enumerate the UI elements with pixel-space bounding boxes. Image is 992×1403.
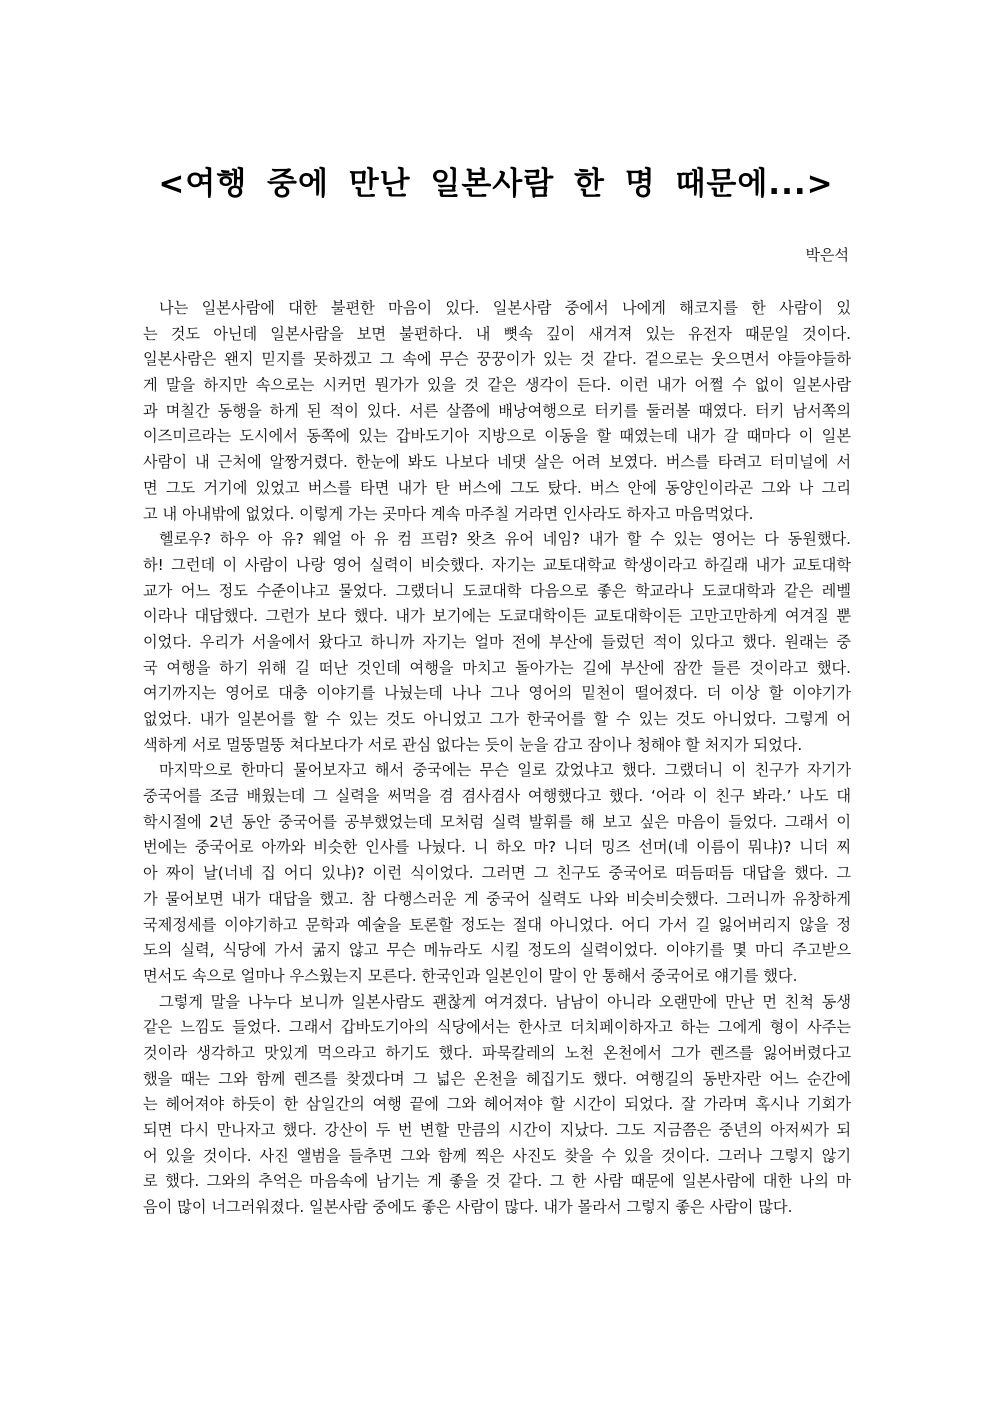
text-line: 되면 다시 만나자고 했다. 강산이 두 번 변할 만큼의 시간이 지났다. 그도 지금쯤은 중년의 아저씨가 되 [143,1121,851,1139]
paragraph-4 [143,990,851,1221]
text-line: 국 여행을 하기 위해 길 떠난 것인데 여행을 마치고 돌아가는 길에 부산에 잠깐 들른 것이라고 했다. [143,658,851,677]
text-line: 색하게 서로 멀뚱멀뚱 쳐다보다가 서로 관심 없다는 듯이 눈을 감고 잠이나 청해야 할 처지가 되었다. [143,735,803,754]
text-line: 학시절에 2년 동안 중국어를 공부했었는데 모처럼 실력 발휘를 해 보고 싶은 마음이 들었다. 그래서 이 [143,812,851,831]
text-line: 여기까지는 영어로 대충 이야기를 나눴는데 나나 그나 영어의 밑천이 떨어졌다. 더 이상 할 이야기가 [143,684,851,703]
text-line: 사람이 내 근처에 알짱거렸다. 한눈에 봐도 나보다 네댓 살은 어려 보였다. 버스를 타려고 터미널에 서 [143,453,851,472]
text-line: 일본사람은 왠지 믿지를 못하겠고 그 속에 무슨 꿍꿍이가 있는 것 같다. 겉으로는 웃으면서 야들야들하 [143,350,851,369]
text-line: 가 물어보면 내가 대답을 했고. 참 다행스러운 게 중국어 실력도 나와 비슷비슷했다. 그러니까 유창하게 [143,889,851,908]
text-line: 는 것도 아닌데 일본사람을 보면 불편하다. 내 뼛속 깊이 새겨져 있는 유전자 때문일 것이다. [143,324,851,343]
paragraph-3 [143,758,851,989]
author-name: 박은석 [805,246,849,264]
text-line: 중국어를 조금 배웠는데 그 실력을 써먹을 겸 겸사겸사 여행했다고 했다. ‘어라 이 친구 봐라.’ 나도 대 [143,787,851,806]
text-line: 것이라 생각하고 맛있게 먹으라고 하기도 했다. 파묵칼레의 노천 온천에서 그가 렌즈를 잃어버렸다고 [143,1043,851,1062]
text-line: 로 했다. 그와의 추억은 마음속에 남기는 게 좋을 것 같다. 그 한 사람 때문에 일본사람에 대한 나의 마 [143,1172,851,1191]
text-line: 과 며칠간 동행을 하게 된 적이 있다. 서른 살쯤에 배낭여행으로 터키를 둘러볼 때였다. 터키 남서쪽의 [143,401,851,420]
text-line: 했을 때는 그와 함께 렌즈를 찾겠다며 그 넓은 온천을 헤집기도 했다. 여행길의 동반자란 어느 순간에 [143,1069,851,1088]
paragraph-1 [143,296,851,527]
text-line: 하! 그런데 이 사람이 나랑 영어 실력이 비슷했다. 자기는 교토대학교 학생이라고 하길래 내가 교토대학 [143,555,851,574]
text-line: 교가 어느 정도 수준이냐고 물었다. 그랬더니 도쿄대학 다음으로 좋은 학교라나 도쿄대학과 같은 레벨 [143,581,851,600]
text-line: 면 그도 거기에 있었고 버스를 타면 내가 탄 버스에 그도 탔다. 버스 안에 동양인이라곤 그와 나 그리 [143,478,851,497]
text-line: 이었다. 우리가 서울에서 왔다고 하니까 자기는 얼마 전에 부산에 들렀던 적이 있다고 했다. 원래는 중 [143,632,851,651]
text-line: 면서도 속으로 얼마나 우스웠는지 모른다. 한국인과 일본인이 말이 안 통해서 중국어로 얘기를 했다. [143,966,798,985]
text-line: 마지막으로 한마디 물어보자고 해서 중국에는 무슨 일로 갔었냐고 했다. 그랬더니 이 친구가 자기가 [159,761,851,780]
text-line: 음이 많이 너그러워졌다. 일본사람 중에도 좋은 사람이 많다. 내가 몰라서 그렇지 좋은 사람이 많다. [143,1198,793,1217]
document-title: <여행 중에 만난 일본사람 한 명 때문에...> [158,166,834,202]
text-line: 아 짜이 날(너네 집 어디 있냐)? 이런 식이었다. 그러면 그 친구도 중국어로 떠듬떠듬 대답을 했다. 그 [143,864,851,883]
text-line: 고 내 아내밖에 없었다. 이렇게 가는 곳마다 계속 마주칠 거라면 인사라도 하자고 마음먹었다. [143,504,754,523]
text-line: 어 있을 것이다. 사진 앨범을 들추면 그와 함께 찍은 사진도 찾을 수 있을 것이다. 그러나 그렇지 않기 [143,1146,851,1165]
text-line: 나는 일본사람에 대한 불편한 마음이 있다. 일본사람 중에서 나에게 해코지를 한 사람이 있 [159,299,851,317]
text-line: 같은 느낌도 들었다. 그래서 갑바도기아의 식당에서는 한사코 더치페이하자고 하는 그에게 형이 사주는 [143,1018,851,1037]
text-line: 없었다. 내가 일본어를 할 수 있는 것도 아니었고 그가 한국어를 할 수 있는 것도 아니었다. 그렇게 어 [143,710,851,728]
text-line: 이즈미르라는 도시에서 동쪽에 있는 갑바도기아 지방으로 이동을 할 때였는데 내가 갈 때마다 이 일본 [143,427,851,446]
text-line: 그렇게 말을 나누다 보니까 일본사람도 괜찮게 여겨졌다. 남남이 아니라 오랜만에 만난 먼 친척 동생 [159,992,851,1011]
paragraph-2 [143,527,851,758]
text-line: 는 헤어져야 하듯이 한 삼일간의 여행 끝에 그와 헤어져야 할 시간이 되었다. 잘 가라며 혹시나 기회가 [143,1095,851,1114]
text-line: 게 말을 하지만 속으로는 시커먼 뭔가가 있을 것 같은 생각이 든다. 이런 내가 어쩔 수 없이 일본사람 [143,376,851,395]
essay-body [143,296,851,1221]
text-line: 국제정세를 이야기하고 문학과 예술을 토론할 정도는 절대 아니었다. 어디 가서 길 잃어버리지 않을 정 [143,915,851,934]
text-line: 도의 실력, 식당에 가서 굶지 않고 무슨 메뉴라도 시킬 정도의 실력이었다. 이야기를 몇 마디 주고받으 [143,941,851,960]
text-line: 이라나 대답했다. 그런가 보다 했다. 내가 보기에는 도쿄대학이든 교토대학이든 고만고만하게 여겨질 뿐 [143,607,851,626]
text-line: 헬로우? 하우 아 유? 웨얼 아 유 컴 프럼? 왓츠 유어 네임? 내가 할 수 있는 영어는 다 동원했다. [159,530,851,549]
text-line: 번에는 중국어로 아까와 비슷한 인사를 나눴다. 니 하오 마? 니더 밍즈 선머(네 이름이 뭐냐)? 니더 찌 [143,838,851,857]
